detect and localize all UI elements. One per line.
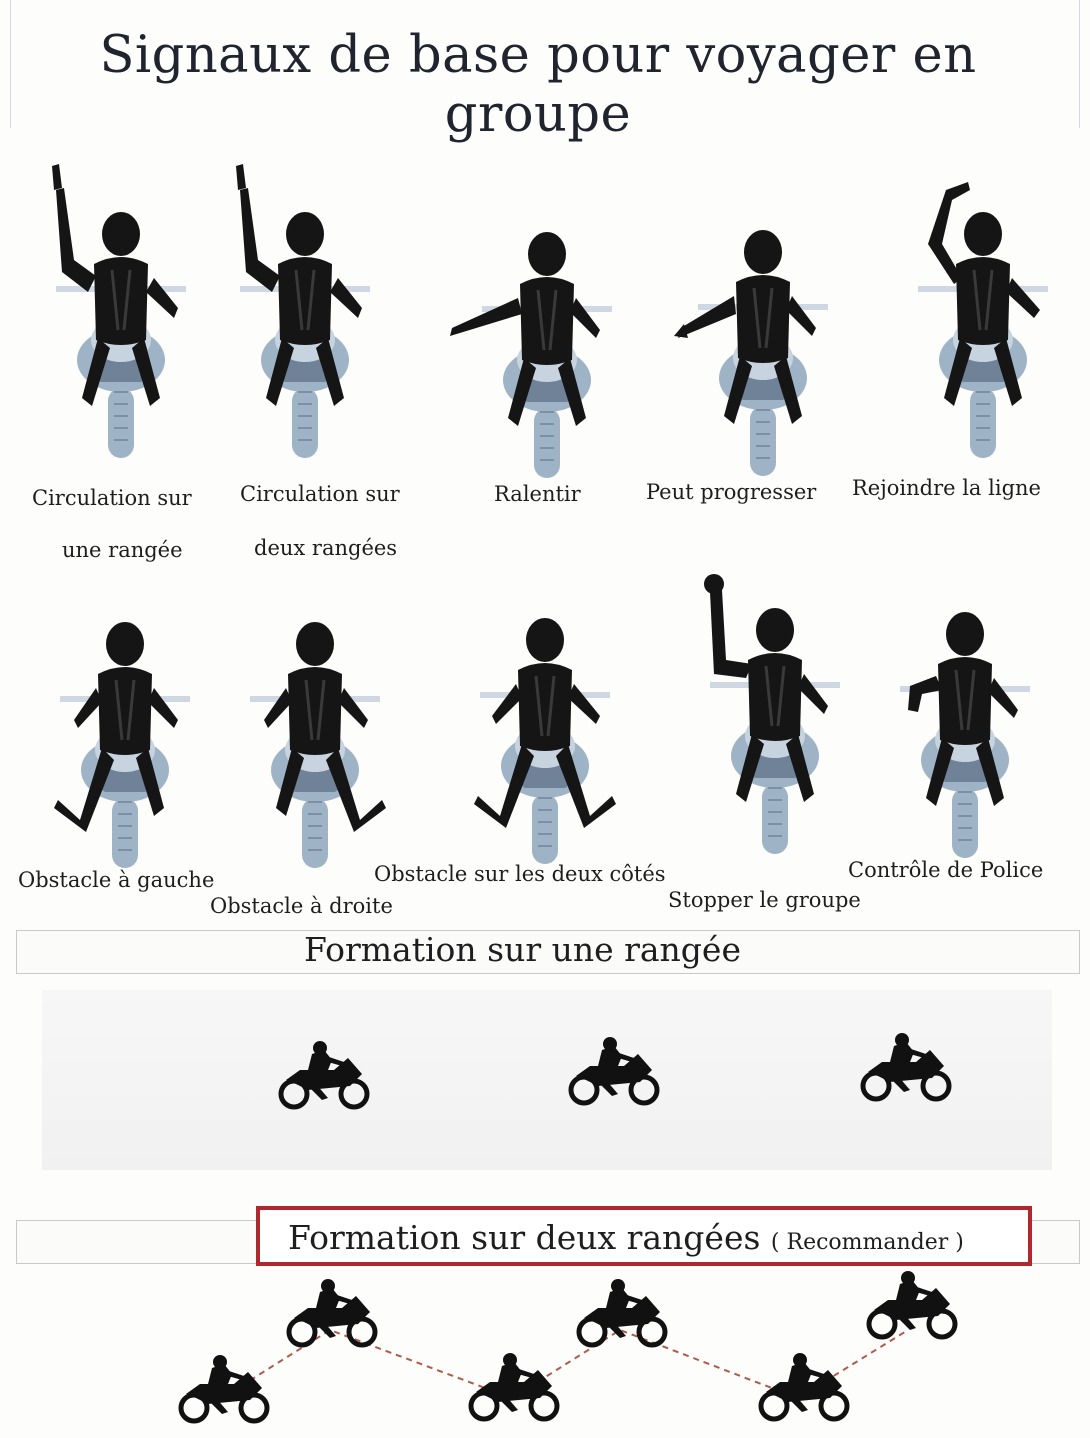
caption-obstacle-right: Obstacle à droite	[210, 894, 393, 918]
caption-rejoin-line: Rejoindre la ligne	[852, 476, 1041, 500]
caption-obstacle-left: Obstacle à gauche	[18, 868, 215, 892]
motorcycle-icon	[866, 1270, 958, 1340]
motorcycle-icon	[468, 1352, 560, 1422]
single-file-section-title: Formation sur une rangée	[304, 930, 741, 969]
motorcycle-icon	[178, 1354, 270, 1424]
caption-police-check: Contrôle de Police	[848, 858, 1044, 882]
caption-obstacle-both: Obstacle sur les deux côtés	[374, 862, 666, 886]
motorcycle-icon	[576, 1278, 668, 1348]
caption-single-file-l1: Circulation sur	[32, 486, 192, 510]
recommend-note: ( Recommander )	[770, 1230, 964, 1255]
caption-double-file-l2: deux rangées	[254, 536, 398, 560]
caption-slow-down: Ralentir	[494, 482, 581, 506]
page-title: Signaux de base pour voyager en groupe	[99, 26, 977, 144]
caption-stop-group: Stopper le groupe	[668, 888, 861, 912]
caption-double-file-l1: Circulation sur	[240, 482, 400, 506]
motorcycle-icon	[286, 1278, 378, 1348]
caption-may-pass: Peut progresser	[646, 480, 817, 504]
motorcycle-icon	[758, 1352, 850, 1422]
double-file-title-text: Formation sur deux rangées	[288, 1218, 761, 1257]
caption-single-file-l2: une rangée	[62, 538, 183, 562]
